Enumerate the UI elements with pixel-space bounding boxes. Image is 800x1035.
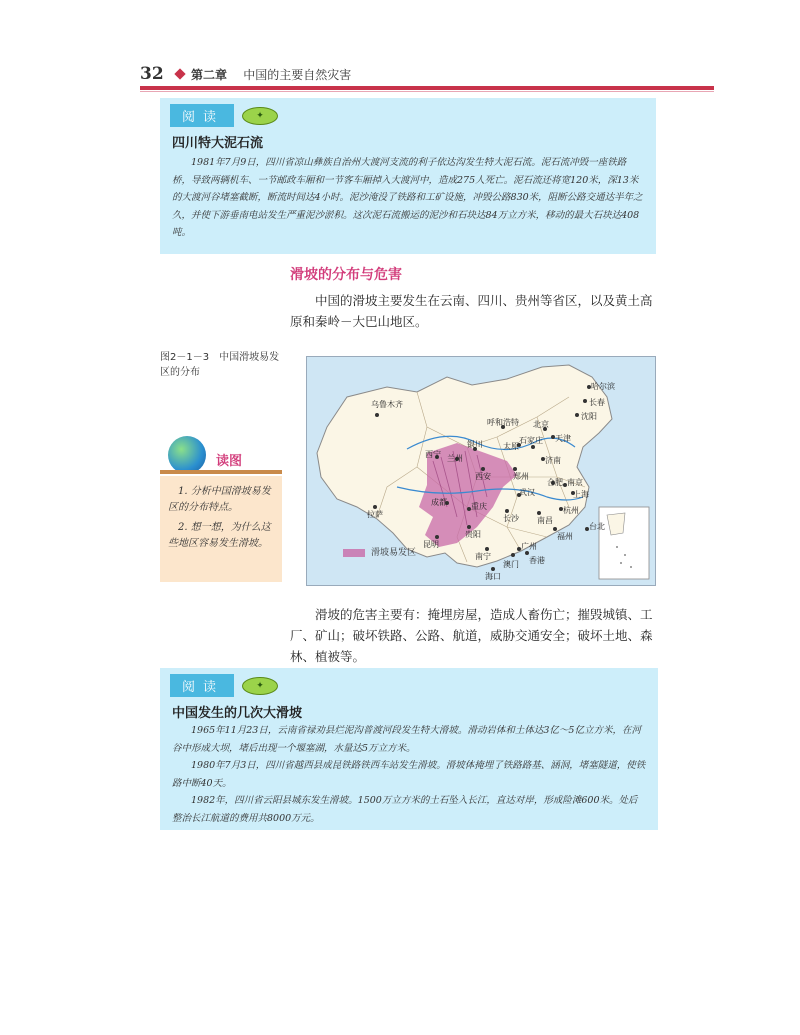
reading-body-2: [172, 722, 646, 827]
section-paragraph-1: 中国的滑坡主要发生在云南、四川、贵州等省区，以及黄土高原和秦岭－大巴山地区。: [290, 293, 653, 329]
reading-title-2: 中国发生的几次大滑坡: [172, 706, 303, 721]
dutu-questions: [168, 484, 276, 552]
reading-box-2: [160, 668, 658, 830]
map-label: 太原: [503, 442, 519, 451]
map-label: 贵阳: [465, 530, 481, 539]
map-label: 呼和浩特: [487, 418, 519, 427]
map-label: 沈阳: [581, 412, 597, 421]
reading-tab-2: 阅读: [170, 674, 234, 697]
map-label: 南昌: [537, 516, 553, 525]
badge-icon: ✦: [242, 677, 278, 695]
figure-caption: 图2－1－3 中国滑坡易发区的分布: [160, 352, 280, 378]
map-label: 拉萨: [367, 510, 383, 519]
map-label: 长沙: [503, 514, 519, 523]
legend-swatch: [343, 549, 365, 557]
map-label: 北京: [533, 420, 549, 429]
reading-tab-1: 阅读: [170, 104, 234, 127]
map-label: 澳门: [503, 560, 519, 569]
map-label: 济南: [545, 456, 561, 465]
chapter-heading: [191, 66, 351, 83]
dutu-question-1: 1. 分析中国滑坡易发区的分布特点。: [168, 486, 271, 513]
chapter-title: 中国的主要自然灾害: [243, 68, 352, 82]
reading-paragraph: 1980年7月3日，四川省越西县成昆铁路铁西车站发生滑坡。滑坡体掩埋了铁路路基、涵洞，堵塞隧道，使铁路中断40天。: [172, 760, 646, 789]
dutu-label: 读图: [216, 454, 243, 469]
map-legend-label: 滑坡易发区: [371, 548, 417, 558]
reading-paragraph: 1982年，四川省云阳县城东发生滑坡。1500万立方米的土石坠入长江，直达对岸，形成险滩600米。处后整治长江航道的费用共8000万元。: [172, 795, 638, 824]
map-label: 银川: [467, 440, 483, 449]
map-label: 天津: [555, 434, 571, 443]
map-label: 郑州: [513, 472, 529, 481]
map-label: 乌鲁木齐: [371, 400, 403, 409]
map-label: 福州: [557, 532, 573, 541]
map-label: 台北: [589, 522, 605, 531]
chapter-number: 第二章: [191, 68, 228, 82]
section-title: 滑坡的分布与危害: [290, 267, 402, 283]
reading-box-1: [160, 98, 656, 254]
map-label: 上海: [573, 490, 589, 499]
reading-paragraph: 1965年11月23日，云南省禄劝县烂泥沟普渡河段发生特大滑坡。滑动岩体和土体达3亿～5亿立方米，在河谷中形成大坝，堵后出现一个堰塞湖，水量达5万立方米。: [172, 725, 641, 754]
map-label: 长春: [589, 398, 605, 407]
china-landslide-map: [306, 356, 656, 586]
header-rule: [140, 86, 714, 90]
map-label: 南宁: [475, 552, 491, 561]
map-label: 西宁: [425, 450, 441, 459]
map-label: 广州: [521, 542, 537, 551]
header-rule-thin: [140, 91, 714, 92]
map-label: 成都: [431, 498, 447, 507]
map-label: 杭州: [563, 506, 579, 515]
map-label: 海口: [485, 572, 501, 581]
map-label: 西安: [475, 472, 491, 481]
reading-body-1: 1981年7月9日，四川省凉山彝族自治州大渡河支流的利子依达沟发生特大泥石流。泥石流冲毁一座铁路桥，导致两辆机车、一节邮政车厢和一节客车厢掉入大渡河中，造成275人死亡。泥石流还将宽120米，深13米的大渡河谷堵塞截断，断流时间达4小时。泥沙淹没了铁路和工矿设施，冲毁公路830米，阻断公路交通达半年之久，并使下游垂南电站发生严重泥沙淤积。这次泥石流搬运的泥沙和石块达84万立方米，移动的最大石块达408吨。: [172, 157, 643, 238]
globe-icon: [168, 436, 206, 474]
map-label: 香港: [529, 556, 545, 565]
map-label: 南京: [567, 478, 583, 487]
badge-icon: ✦: [242, 107, 278, 125]
reading-title-1: 四川特大泥石流: [172, 136, 264, 151]
map-label: 武汉: [519, 488, 535, 497]
dutu-question-2: 2. 想一想，为什么这些地区容易发生滑坡。: [168, 522, 271, 549]
map-label: 哈尔滨: [591, 382, 615, 391]
map-label: 昆明: [423, 540, 439, 549]
section-paragraph-2: 滑坡的危害主要有：掩埋房屋，造成人畜伤亡；摧毁城镇、工厂、矿山；破坏铁路、公路、航道，威胁交通安全；破坏土地、森林、植被等。: [290, 607, 653, 664]
dutu-bar: [160, 470, 282, 474]
diamond-icon: [174, 68, 185, 79]
map-label: 兰州: [447, 454, 463, 463]
page-number: 32: [140, 64, 164, 84]
map-label: 合肥: [547, 478, 563, 487]
map-label: 重庆: [471, 502, 487, 511]
map-label: 石家庄: [519, 436, 543, 445]
